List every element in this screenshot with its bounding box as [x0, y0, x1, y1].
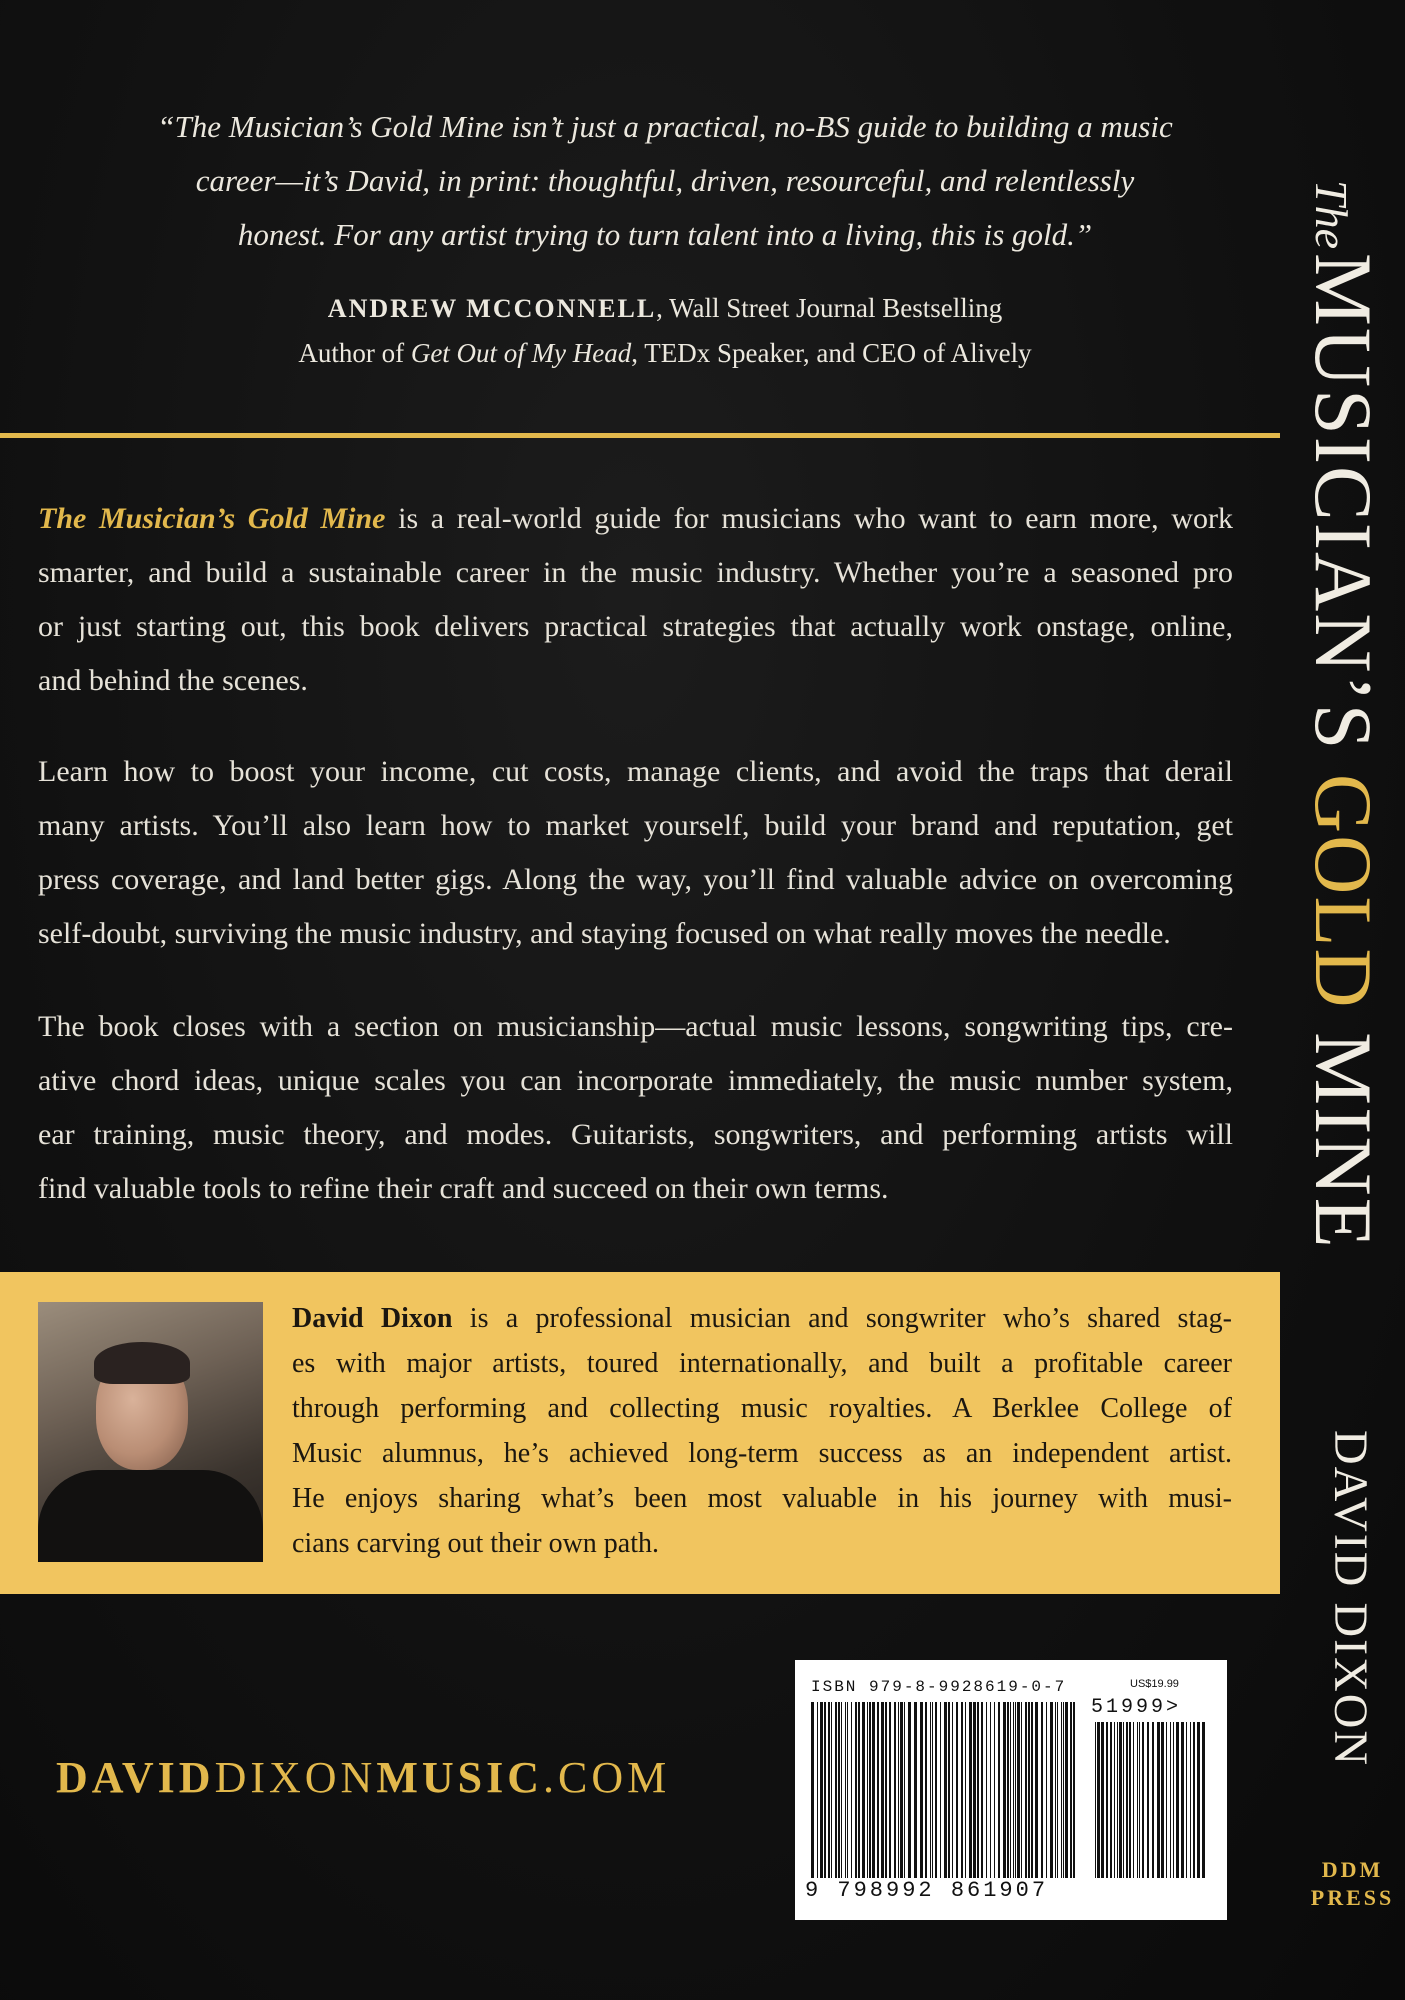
barcode-bar	[952, 1702, 953, 1878]
price-code: 51999>	[1091, 1696, 1182, 1719]
photo-hair-shape	[94, 1342, 190, 1384]
barcode-bar	[920, 1702, 923, 1878]
barcode-bar	[1101, 1722, 1104, 1878]
barcode-bar	[1013, 1702, 1014, 1878]
website-part: .COM	[543, 1753, 671, 1802]
spine-title-part: MUSICIAN’S	[1298, 253, 1389, 774]
author-bio-text	[292, 1296, 1232, 1566]
barcode-bar	[973, 1702, 976, 1878]
quote-line: honest. For any artist trying to turn talent into a living, this is gold.”	[237, 217, 1093, 252]
paragraph-line: or just starting out, this book delivers practical strategies that actually work onstage, online,	[38, 610, 1233, 643]
paragraph-line: ative chord ideas, unique scales you can incorporate immediately, the music number system,	[38, 1064, 1233, 1097]
line-text: is a professional musician and songwriter who’s shared stag-	[452, 1303, 1232, 1334]
paragraph-line: Learn how to boost your income, cut costs, manage clients, and avoid the traps that derail	[38, 755, 1233, 788]
price-label: US$19.99	[1130, 1678, 1179, 1690]
barcode-bar	[1028, 1702, 1030, 1878]
barcode-bar	[1176, 1722, 1179, 1878]
publisher-logo	[1300, 1856, 1405, 1912]
barcode-bar	[1123, 1722, 1124, 1878]
attribution-line-1	[40, 286, 1290, 331]
endorser-name: ANDREW MCCONNELL	[327, 294, 657, 323]
barcode-bar	[1110, 1722, 1112, 1878]
price-barcode-bars	[1095, 1722, 1211, 1878]
barcode-bar	[900, 1702, 903, 1878]
bio-line: Music alumnus, he’s achieved long-term success as an independent artist.	[292, 1438, 1232, 1469]
barcode-bar	[1025, 1702, 1027, 1878]
author-bio-section	[0, 1272, 1280, 1594]
barcode-bar	[1166, 1722, 1167, 1878]
barcode-bar	[1193, 1722, 1195, 1878]
barcode-bar	[969, 1702, 972, 1878]
paragraph-line: The book closes with a section on musicianship—actual music lessons, songwriting tips, cre-	[38, 1010, 1233, 1043]
barcode-bar	[835, 1702, 837, 1878]
quote-line: “The Musician’s Gold Mine isn’t just a practical, no-BS guide to building a music	[157, 109, 1173, 144]
barcode-bar	[1142, 1722, 1144, 1878]
barcode-bar	[862, 1702, 865, 1878]
barcode-bar	[1057, 1702, 1058, 1878]
barcode-bar	[998, 1702, 1000, 1878]
barcode-bar	[948, 1702, 950, 1878]
barcode-bar	[981, 1702, 983, 1878]
barcode-bar	[824, 1702, 826, 1878]
barcode-bars	[811, 1702, 1081, 1878]
endorser-book-title: Get Out of My Head	[410, 338, 632, 368]
barcode-bar	[935, 1702, 937, 1878]
bio-line	[292, 1296, 1232, 1341]
barcode-bar	[851, 1702, 852, 1878]
barcode-bar	[1031, 1702, 1033, 1878]
barcode-bar	[1173, 1722, 1174, 1878]
bio-line: es with major artists, toured internationally, and built a profitable career	[292, 1348, 1232, 1379]
barcode-bar	[1190, 1722, 1191, 1878]
spine-title-the: The	[1306, 180, 1357, 249]
barcode-bar	[1126, 1722, 1128, 1878]
barcode-bar	[1186, 1722, 1187, 1878]
barcode-bar	[1061, 1702, 1062, 1878]
paragraph-line	[38, 492, 1233, 546]
barcode-bar	[925, 1702, 927, 1878]
barcode-bar	[1003, 1702, 1006, 1878]
spine-title	[1296, 180, 1390, 1250]
bio-line: He enjoys sharing what’s been most valuable in his journey with musi-	[292, 1483, 1232, 1514]
barcode-bar	[1070, 1702, 1072, 1878]
barcode-bar	[944, 1702, 947, 1878]
barcode-bar	[1119, 1722, 1122, 1878]
paragraph-line: find valuable tools to refine their craft and succeed on their own terms.	[38, 1172, 889, 1205]
quote-line: career—it’s David, in print: thoughtful, driven, resourceful, and relentlessly	[195, 163, 1135, 198]
isbn-barcode	[795, 1660, 1227, 1920]
barcode-bar	[1035, 1702, 1038, 1878]
barcode-bar	[877, 1702, 879, 1878]
attribution-suffix: , TEDx Speaker, and CEO of Alively	[631, 338, 1032, 368]
barcode-bar	[1050, 1702, 1053, 1878]
paragraph-line: ear training, music theory, and modes. Guitarists, songwriters, and performing artists will	[38, 1118, 1233, 1151]
description-paragraph-2	[38, 745, 1233, 961]
barcode-bar	[1010, 1702, 1011, 1878]
description-paragraph-1	[38, 492, 1233, 708]
barcode-bar	[1021, 1702, 1022, 1878]
barcode-bar	[820, 1702, 823, 1878]
barcode-bar	[990, 1702, 991, 1878]
barcode-bar	[1055, 1702, 1056, 1878]
barcode-bar	[956, 1702, 958, 1878]
barcode-bar	[1170, 1722, 1171, 1878]
barcode-bar	[986, 1702, 987, 1878]
attribution-line-2	[40, 331, 1290, 376]
endorsement-quote	[40, 100, 1290, 262]
barcode-bar	[1129, 1722, 1131, 1878]
barcode-bar	[932, 1702, 933, 1878]
bio-line: cians carving out their own path.	[292, 1528, 660, 1559]
barcode-bar	[1181, 1722, 1184, 1878]
publisher-line: PRESS	[1310, 1885, 1395, 1910]
barcode-bar	[965, 1702, 966, 1878]
barcode-bar	[1073, 1702, 1075, 1878]
paragraph-line: press coverage, and land better gigs. Along the way, you’ll find valuable advice on overcoming	[38, 863, 1233, 896]
website-part: DIXON	[214, 1753, 377, 1802]
barcode-bar	[869, 1702, 871, 1878]
barcode-bar	[940, 1702, 941, 1878]
paragraph-line: self-doubt, surviving the music industry, and staying focused on what really moves the needle.	[38, 917, 1171, 950]
barcode-bar	[904, 1702, 905, 1878]
barcode-bar	[994, 1702, 995, 1878]
photo-body-shape	[38, 1470, 263, 1562]
barcode-bar	[1015, 1702, 1016, 1878]
barcode-bar	[1139, 1722, 1140, 1878]
barcode-bar	[831, 1702, 832, 1878]
paragraph-line: smarter, and build a sustainable career in the music industry. Whether you’re a seasoned pro	[38, 556, 1233, 589]
barcode-bar	[930, 1702, 931, 1878]
gold-divider	[0, 433, 1280, 438]
barcode-bar	[898, 1702, 899, 1878]
barcode-bar	[811, 1702, 814, 1878]
barcode-bar	[1017, 1702, 1020, 1878]
bio-line: through performing and collecting music royalties. A Berklee College of	[292, 1393, 1232, 1424]
barcode-bar	[1065, 1702, 1068, 1878]
barcode-bar	[1106, 1722, 1108, 1878]
barcode-bar	[858, 1702, 860, 1878]
publisher-line: DDM	[1321, 1857, 1384, 1882]
spine-title-part: MINE	[1298, 1009, 1389, 1250]
endorser-title: , Wall Street Journal Bestselling	[656, 293, 1003, 323]
barcode-bar	[885, 1702, 887, 1878]
barcode-bar	[889, 1702, 891, 1878]
barcode-bar	[1147, 1722, 1149, 1878]
website-url	[56, 1752, 670, 1803]
barcode-bar	[1046, 1702, 1047, 1878]
barcode-bar	[1161, 1722, 1164, 1878]
barcode-bar	[1063, 1702, 1064, 1878]
barcode-bar	[908, 1702, 911, 1878]
barcode-bar	[872, 1702, 875, 1878]
spine-author: DAVID DIXON	[1324, 1430, 1377, 1768]
barcode-bar	[1097, 1722, 1100, 1878]
attribution-prefix: Author of	[298, 338, 411, 368]
author-name: David Dixon	[292, 1303, 453, 1334]
barcode-bar	[817, 1702, 818, 1878]
paragraph-line: many artists. You’ll also learn how to market yourself, build your brand and reputation, get	[38, 809, 1233, 842]
paragraph-line: and behind the scenes.	[38, 664, 308, 697]
barcode-bar	[977, 1702, 979, 1878]
barcode-bar	[1041, 1702, 1043, 1878]
barcode-bar	[1197, 1722, 1200, 1878]
line-text: is a real-world guide for musicians who want to earn more, work	[385, 502, 1233, 535]
barcode-bar	[881, 1702, 884, 1878]
barcode-bar	[845, 1702, 846, 1878]
barcode-digits: 9 798992 861907	[805, 1878, 1049, 1903]
barcode-bar	[1117, 1722, 1118, 1878]
barcode-bar	[1202, 1722, 1205, 1878]
barcode-bar	[1095, 1722, 1096, 1878]
barcode-bar	[841, 1702, 842, 1878]
barcode-bar	[894, 1702, 896, 1878]
inline-book-title: The Musician’s Gold Mine	[38, 502, 386, 535]
barcode-bar	[914, 1702, 917, 1878]
barcode-bar	[1152, 1722, 1154, 1878]
barcode-bar	[1133, 1722, 1134, 1878]
website-part: MUSIC	[376, 1753, 544, 1802]
barcode-bar	[855, 1702, 857, 1878]
barcode-bar	[828, 1702, 830, 1878]
quote-attribution	[40, 286, 1290, 376]
spine-title-gold: GOLD	[1298, 773, 1389, 1010]
barcode-bar	[1114, 1722, 1115, 1878]
author-photo	[38, 1302, 263, 1562]
website-part: DAVID	[56, 1753, 215, 1802]
barcode-bar	[1137, 1722, 1138, 1878]
description-paragraph-3	[38, 1000, 1233, 1216]
barcode-bar	[867, 1702, 868, 1878]
barcode-bar	[961, 1702, 963, 1878]
barcode-bar	[838, 1702, 840, 1878]
barcode-bar	[1157, 1722, 1160, 1878]
barcode-bar	[847, 1702, 848, 1878]
barcode-bar	[1007, 1702, 1009, 1878]
isbn-label: ISBN 979-8-9928619-0-7	[811, 1678, 1067, 1696]
